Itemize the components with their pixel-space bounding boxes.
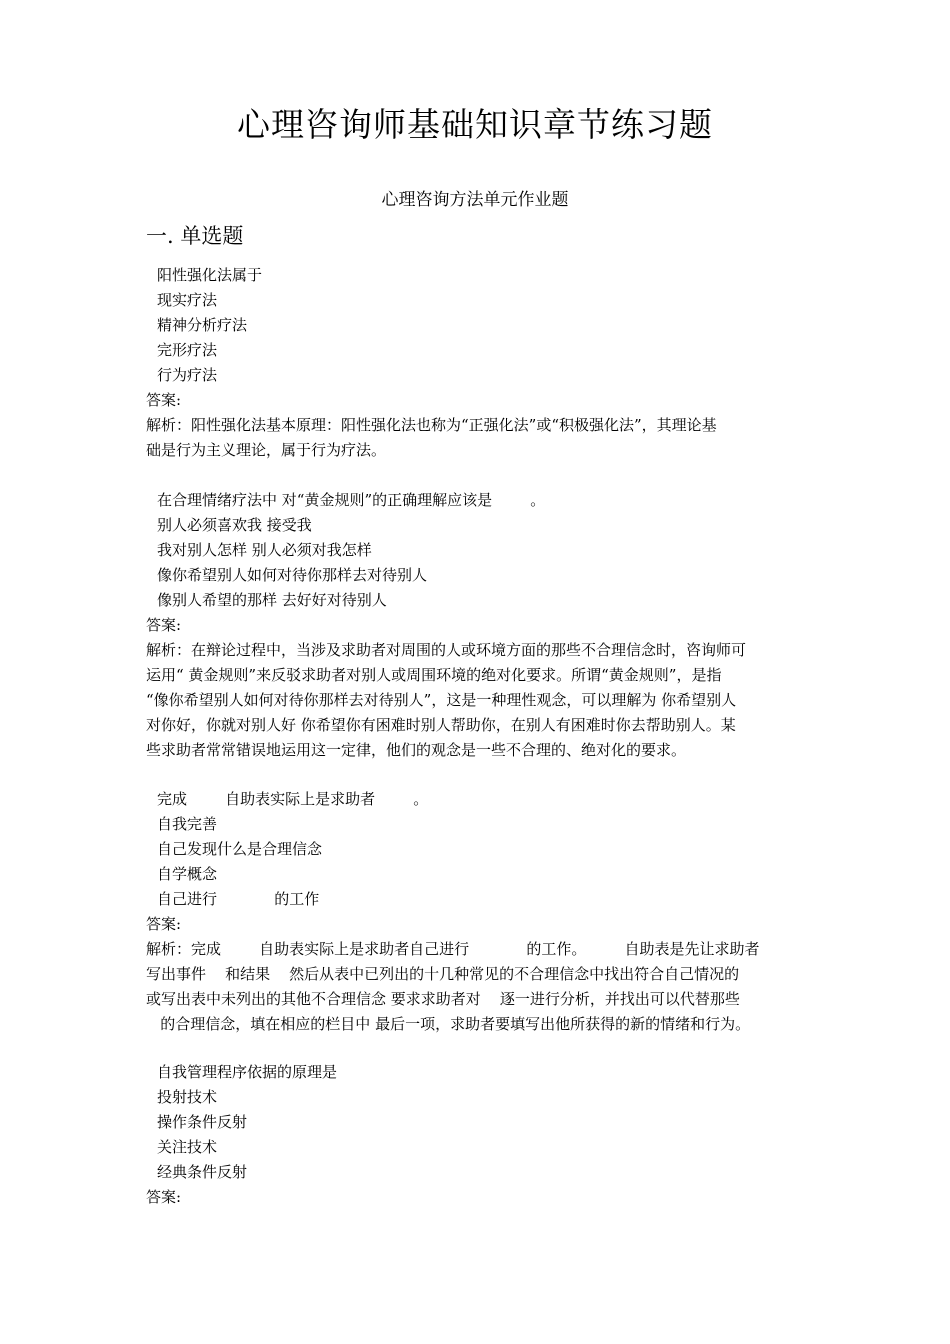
document-title: 心理咨询师基础知识章节练习题	[237, 105, 713, 144]
option-c: 像你希望别人如何对待你那样去对待别人	[157, 566, 428, 584]
question-stem: 自我管理程序依据的原理是	[157, 1063, 338, 1081]
question-stem: 在合理情绪疗法中 对“黄金规则”的正确理解应该是 。	[157, 491, 546, 509]
option-b: 操作条件反射	[157, 1113, 248, 1131]
option-c: 自学概念	[157, 865, 218, 883]
section-heading: 一. 单选题	[146, 224, 244, 248]
analysis-line: 对你好，你就对别人好 你希望你有困难时别人帮助你，在别人有困难时你去帮助别人。某	[146, 716, 736, 734]
analysis-line: 解析：在辩论过程中，当涉及求助者对周围的人或环境方面的那些不合理信念时，咨询师可	[146, 641, 747, 659]
option-b: 我对别人怎样 别人必须对我怎样	[157, 541, 372, 559]
question-4	[146, 1060, 816, 1210]
question-2	[146, 488, 816, 763]
question-3	[146, 787, 816, 1037]
option-b: 精神分析疗法	[157, 316, 248, 334]
question-stem: 完成 自助表实际上是求助者 。	[157, 790, 429, 808]
option-c: 关注技术	[157, 1138, 218, 1156]
analysis-line: 些求助者常常错误地运用这一定律，他们的观念是一些不合理的、绝对化的要求。	[146, 741, 687, 759]
analysis-line: “像你希望别人如何对待你那样去对待别人”，这是一种理性观念，可以理解为 你希望别人	[146, 691, 737, 709]
option-a: 投射技术	[157, 1088, 218, 1106]
answer-label: 答案:	[146, 616, 182, 634]
option-d: 行为疗法	[157, 366, 218, 384]
answer-label: 答案:	[146, 1188, 182, 1206]
option-b: 自己发现什么是合理信念	[157, 840, 323, 858]
option-c: 完形疗法	[157, 341, 218, 359]
answer-label: 答案:	[146, 391, 182, 409]
answer-label: 答案:	[146, 915, 182, 933]
option-d: 像别人希望的那样 去好好对待别人	[157, 591, 387, 609]
document-subtitle: 心理咨询方法单元作业题	[381, 190, 569, 210]
option-d: 自己进行 的工作	[157, 890, 320, 908]
analysis-line: 解析：完成 自助表实际上是求助者自己进行 的工作。 自助表是先让求助者	[146, 940, 760, 958]
question-stem: 阳性强化法属于	[157, 266, 263, 284]
option-d: 经典条件反射	[157, 1163, 248, 1181]
option-a: 自我完善	[157, 815, 218, 833]
analysis-line: 础是行为主义理论，属于行为疗法。	[146, 441, 387, 459]
analysis-line: 运用“ 黄金规则”来反驳求助者对别人或周围环境的绝对化要求。所谓“黄金规则”，是指	[146, 666, 722, 684]
analysis-line: 解析：阳性强化法基本原理：阳性强化法也称为“正强化法”或“积极强化法”，其理论基	[146, 416, 717, 434]
analysis-line: 写出事件 和结果 然后从表中已列出的十几种常见的不合理信念中找出符合自己情况的	[146, 965, 740, 983]
option-a: 现实疗法	[157, 291, 218, 309]
option-a: 别人必须喜欢我 接受我	[157, 516, 312, 534]
question-1	[146, 263, 816, 463]
analysis-line: 的合理信念，填在相应的栏目中 最后一项，求助者要填写出他所获得的新的情绪和行为。	[146, 1015, 751, 1033]
analysis-line: 或写出表中未列出的其他不合理信念 要求求助者对 逐一进行分析，并找出可以代替那些	[146, 990, 740, 1008]
